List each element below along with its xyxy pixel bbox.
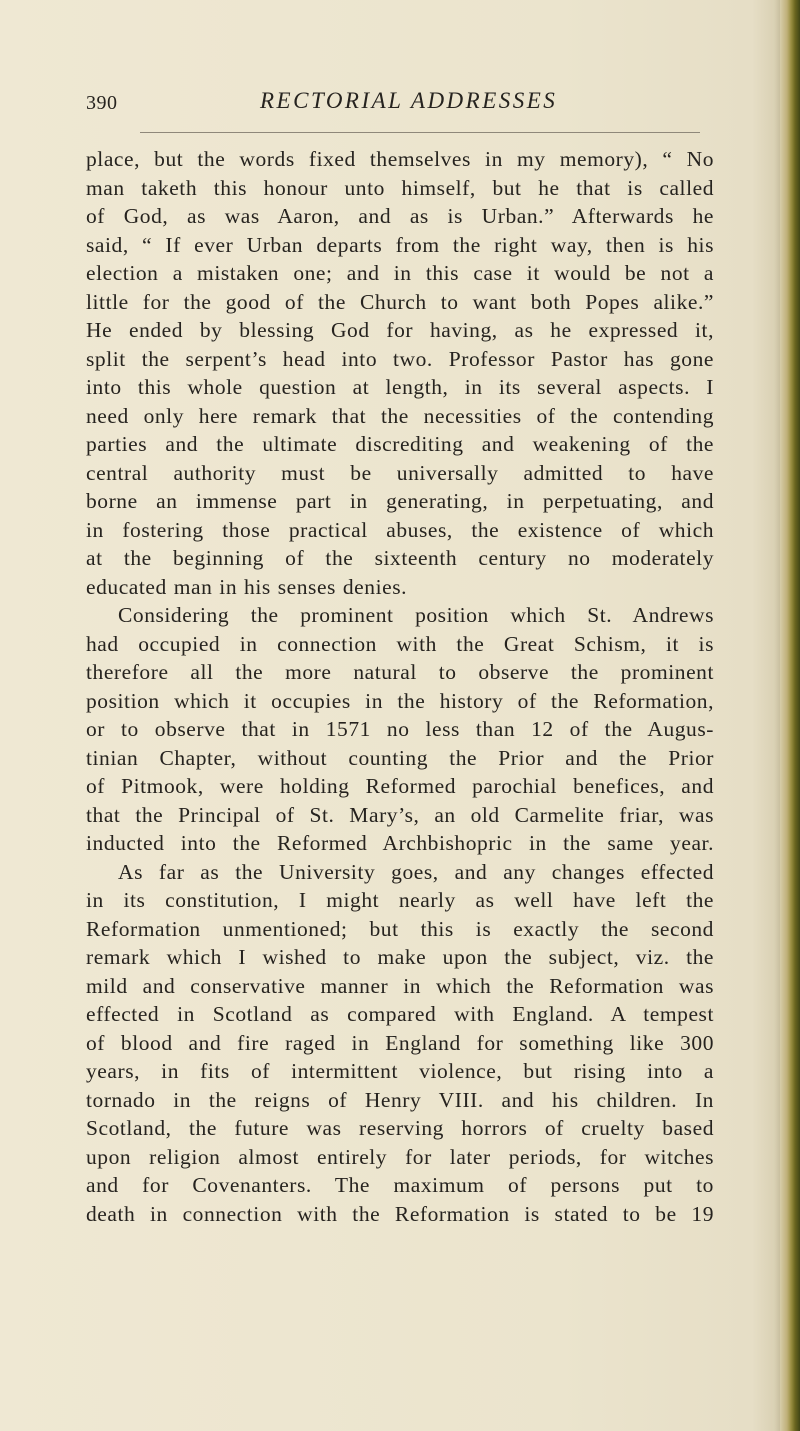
text-line: into this whole question at length, in its several aspects. I xyxy=(86,375,714,399)
text-line: He ended by blessing God for having, as he expressed it, xyxy=(86,318,714,342)
header-rule xyxy=(140,132,700,133)
text-line: therefore all the more natural to observe the prominent xyxy=(86,660,714,684)
text-line: tinian Chapter, without counting the Prior and the Prior xyxy=(86,745,714,770)
text-line: that the Principal of St. Mary’s, an old Carmelite friar, was xyxy=(86,802,714,827)
text-line: said, “ If ever Urban departs from the right way, then is his xyxy=(86,232,714,257)
text-line: remark which I wished to make upon the subject, viz. the xyxy=(86,945,714,969)
text-line: had occupied in connection with the Great Schism, it is xyxy=(86,631,714,656)
text-line: Reformation unmentioned; but this is exactly the second xyxy=(86,916,714,941)
text-line: position which it occupies in the history of the Reformation, xyxy=(86,688,714,713)
text-line: Considering the prominent position which St. Andrews xyxy=(118,603,714,627)
text-line: election a mistaken one; and in this case it would be not a xyxy=(86,261,714,285)
page-number: 390 xyxy=(86,92,118,114)
text-line: mild and conservative manner in which the Reformation was xyxy=(86,973,714,998)
running-head: RECTORIAL ADDRESSES xyxy=(260,88,558,113)
text-line: death in connection with the Reformation is stated to be 19 xyxy=(86,1201,714,1226)
text-line: in fostering those practical abuses, the existence of which xyxy=(86,517,714,542)
text-line: years, in fits of intermittent violence, but rising into a xyxy=(86,1059,714,1083)
page-header xyxy=(86,88,726,124)
text-line: As far as the University goes, and any changes effected xyxy=(118,859,714,884)
text-line: tornado in the reigns of Henry VIII. and his children. In xyxy=(86,1087,714,1112)
text-line: educated man in his senses denies. xyxy=(86,574,408,599)
text-line: in its constitution, I might nearly as well have left the xyxy=(86,888,714,912)
text-line: inducted into the Reformed Archbishopric in the same year. xyxy=(86,831,714,855)
text-line: or to observe that in 1571 no less than 12 of the Augus- xyxy=(86,717,714,741)
text-line: and for Covenanters. The maximum of persons put to xyxy=(86,1173,714,1197)
text-line: need only here remark that the necessities of the contending xyxy=(86,403,714,428)
text-line: effected in Scotland as compared with England. A tempest xyxy=(86,1002,714,1026)
text-line: of God, as was Aaron, and as is Urban.” Afterwards he xyxy=(86,204,714,228)
text-line: of Pitmook, were holding Reformed parochial benefices, and xyxy=(86,774,714,798)
book-edge xyxy=(780,0,800,1431)
text-line: place, but the words fixed themselves in my memory), “ No xyxy=(86,147,714,171)
text-line: upon religion almost entirely for later periods, for witches xyxy=(86,1144,714,1169)
text-line: parties and the ultimate discrediting and weakening of the xyxy=(86,432,714,456)
text-line: man taketh this honour unto himself, but he that is called xyxy=(86,175,714,200)
text-line: little for the good of the Church to want both Popes alike.” xyxy=(86,289,714,314)
body-text xyxy=(86,145,714,1228)
text-line: Scotland, the future was reserving horrors of cruelty based xyxy=(86,1116,714,1140)
text-line: central authority must be universally admitted to have xyxy=(86,460,714,485)
text-line: split the serpent’s head into two. Professor Pastor has gone xyxy=(86,346,714,371)
text-line: borne an immense part in generating, in perpetuating, and xyxy=(86,489,714,513)
text-line: of blood and fire raged in England for something like 300 xyxy=(86,1030,714,1055)
text-line: at the beginning of the sixteenth century no moderately xyxy=(86,546,714,570)
